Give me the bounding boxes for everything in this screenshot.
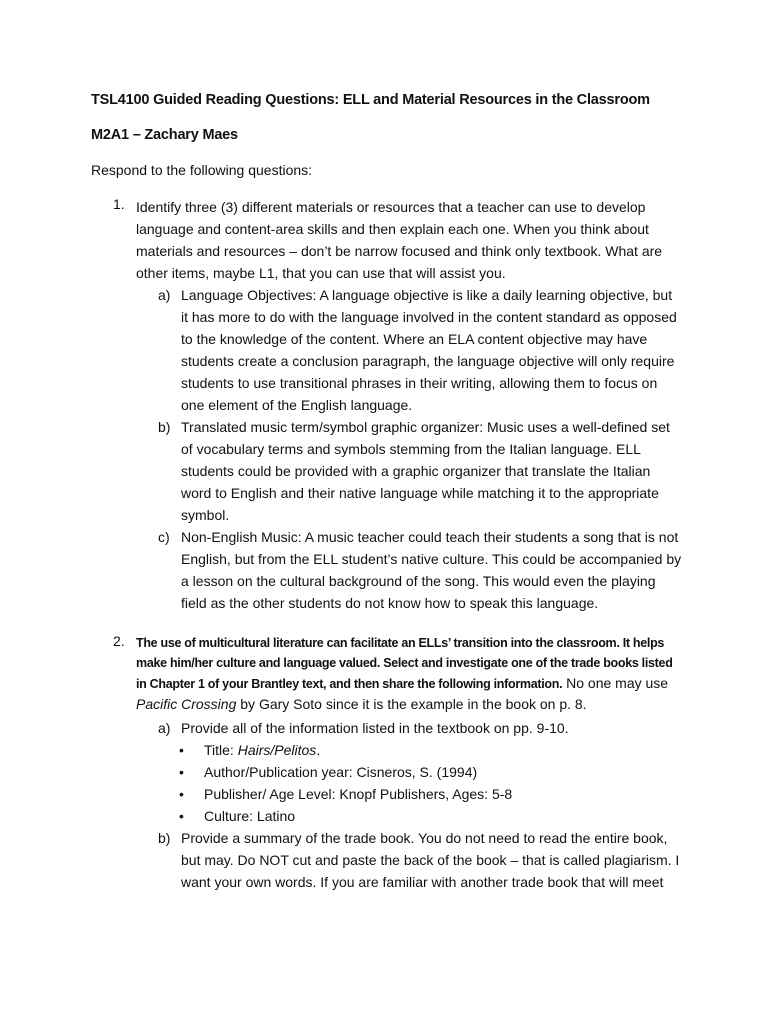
question-note-end: by Gary Soto since it is the example in the book on p. 8. [236, 696, 587, 712]
part-a [136, 717, 682, 739]
answer-text: Non-English Music: A music teacher could teach their students a song that is not English, but from the ELL student’s native culture. This could be accompanied by a lesson on the cultural background of the song. This would even the playing field as the other students do not know how to speak this language. [181, 529, 682, 611]
question-text: Identify three (3) different materials or resources that a teacher can use to develop language and content-area skills and then explain each one. When you think about materials and resources – don’t be narrow focused and think only textbook. What are other items, maybe L1, that you can use that will assist you. [136, 199, 663, 281]
part-label: b) [158, 830, 171, 846]
title-end: . [316, 742, 321, 758]
bullet-icon: • [179, 786, 184, 802]
publisher-text: Publisher/ Age Level: Knopf Publishers, Ages: 5-8 [204, 786, 513, 802]
bullet-icon: • [179, 742, 184, 758]
bullet-culture [181, 805, 682, 827]
part-label: a) [158, 720, 171, 736]
answer-a [136, 284, 682, 416]
answer-text: Translated music term/symbol graphic organizer: Music uses a well-defined set of vocabulary terms and symbols stemming from the Italian language. ELL students could be provided with a graphic organizer that translate the Italian word to English and their native language while matching it to the appropriate symbol. [181, 419, 670, 523]
instructions-text: Respond to the following questions: [91, 162, 313, 178]
bullet-icon: • [179, 764, 184, 780]
book-title: Hairs/Pelitos [237, 742, 317, 758]
excluded-book-title: Pacific Crossing [136, 696, 237, 712]
question-note-text: No one may use [562, 675, 669, 691]
answer-text: Language Objectives: A language objective is like a daily learning objective, but it has more to do with the language involved in the content standard as opposed to the knowledge of the content. Where an ELA content objective may have students create a conclusion paragraph, the language objective will only require students to use transitional phrases in their writing, allowing them to focus on one element of the English language. [181, 287, 677, 413]
question-1 [91, 196, 682, 614]
part-text: Provide a summary of the trade book. You do not need to read the entire book, but may. Do NOT cut and paste the back of the book – that is called plagiarism. I want your own words. If you are familiar with another trade book that will meet [181, 830, 680, 890]
document-title: TSL4100 Guided Reading Questions: ELL and Material Resources in the Classroom [91, 92, 650, 108]
assignment-heading: M2A1 – Zachary Maes [91, 127, 238, 143]
answer-label: b) [158, 419, 171, 435]
culture-text: Culture: Latino [204, 808, 296, 824]
author-text: Author/Publication year: Cisneros, S. (1994) [204, 764, 478, 780]
answer-b [136, 416, 682, 526]
bullet-publisher [181, 783, 682, 805]
question-number: 2. [113, 633, 125, 649]
bullet-icon: • [179, 808, 184, 824]
answer-label: a) [158, 287, 171, 303]
bullet-author [181, 761, 682, 783]
answer-c [136, 526, 682, 614]
title-label: Title: [204, 742, 238, 758]
question-number: 1. [113, 196, 125, 212]
question-2 [91, 633, 682, 893]
question-lead-text: The use of multicultural literature can facilitate an ELLs’ transition into the classroom. It helps make him/her culture and language valued. Select and investigate one of the trade books listed in Chapter 1 of your Brantley text, and then share the following information. [136, 636, 673, 691]
bullet-title [181, 739, 682, 761]
answer-label: c) [158, 529, 170, 545]
part-text: Provide all of the information listed in the textbook on pp. 9-10. [181, 720, 569, 736]
part-b [136, 827, 682, 893]
